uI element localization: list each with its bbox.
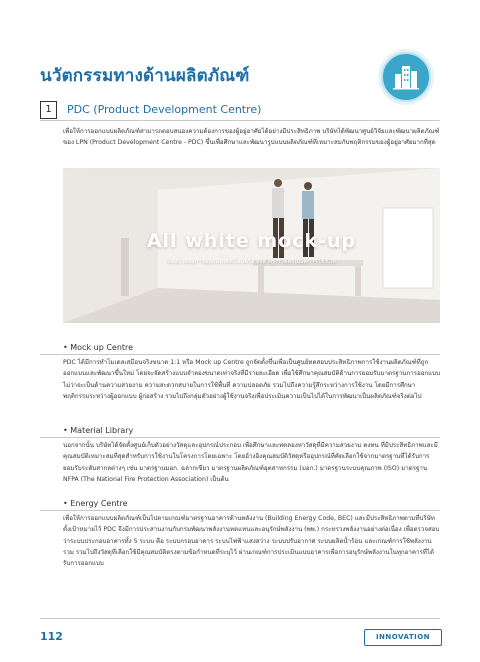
city-buildings-icon <box>381 52 431 102</box>
mockup-heading: • Mock up Centre <box>63 343 134 352</box>
material-heading: • Material Library <box>63 426 134 435</box>
energy-paragraph: เพื่อให้การออกแบบผลิตภัณฑ์เป็นไปตามเกณฑ์มาตรฐานอาคารด้านพลังงาน (Building Energy Code, BEC) และมีประสิทธิภาพตามที่บริษัทตั้งเป้าหมายไว้ PDC จึงมีการประสานงานกับกรมพัฒนาพลังงานทดแทนและอนุรักษ์พลังงาน (พพ.) กระทรวงพลังงานอย่างต่อเนื่อง เพื่อตรวจสอบว่าระบบประกอบอาคารทั้ง 5 ระบบ คือ ระบบกรอบอาคาร ระบบไฟฟ้าแสงสว่าง ระบบปรับอากาศ ระบบผลิตน้ำร้อน และเกณฑ์การใช้พลังงานรวม รวมไปถึงวัสดุที่เลือกใช้มีคุณสมบัติตรงตามข้อกำหนดที่ระบุไว้ ผ่านเกณฑ์การประเมินแบบอาคารเพื่อการอนุรักษ์พลังงานในทุกอาคารที่ได้รับการออกแบบ <box>63 515 440 568</box>
mockup-paragraph: PDC ได้มีการทำโมเดลเสมือนจริงขนาด 1:1 หรือ Mock up Centre ถูกจัดตั้งขึ้นเพื่อเป็นศูนย์ทดสอบประสิทธิภาพการใช้งานผลิตภัณฑ์ที่ถูกออกแบบและพัฒนาขึ้นใหม่ โดยจะจัดสร้างแบบจำลองขนาดเท่าจริงที่มีรายละเอียด เพื่อใช้ศึกษาคุณสมบัติด้านการยอมรับมาตรฐานการออกแบบ ไม่ว่าจะเป็นด้านความสวยงาม ความสะดวกสบายในการใช้พื้นที่ ความปลอดภัย รวมไปถึงความรู้สึกระหว่างการใช้งาน โดยมีการศึกษาพฤติกรรมระหว่างผู้ออกแบบ ผู้ก่อสร้าง รวมไปถึงกลุ่มตัวอย่างผู้ใช้งานจริงเพื่อประเมินความเป็นไปได้ในการพัฒนาเป็นผลิตภัณฑ์จริงต่อไป <box>63 359 441 400</box>
divider <box>40 510 440 511</box>
hero-subcaption: ห้องจำลองการออกแบบเสมือนจริง ลงตัวทุกรายละเอียดการใช้ชีวิต <box>166 258 337 265</box>
section-title: PDC (Product Development Centre) <box>67 103 262 116</box>
hero-caption: All white mock-up <box>146 230 357 252</box>
material-paragraph: นอกจากนั้น บริษัทได้จัดตั้งศูนย์เก็บตัวอย่างวัสดุและอุปกรณ์ประกอบ เพื่อศึกษาและทดลองหาวัสดุที่มีความสวยงาม คงทน ที่มีประสิทธิภาพและมีคุณสมบัติเหมาะสมที่สุดสำหรับการใช้งานในโครงการโดยเฉพาะ โดยอ้างอิงคุณสมบัติวัสดุหรืออุปกรณ์ที่คัดเลือกใช้จากมาตรฐานที่ได้รับการยอมรับระดับสากลต่างๆ เช่น มาตรฐานมอก. ฉลากเขียว มาตรฐานผลิตภัณฑ์อุตสาหกรรม (มอก.) มาตรฐานระบบคุณภาพ (ISO) มาตรฐาน NFPA (The National Fire Protection Association) เป็นต้น <box>63 442 438 483</box>
divider <box>40 354 440 355</box>
energy-heading: • Energy Centre <box>63 499 128 508</box>
intro-paragraph: เพื่อให้การออกแบบผลิตภัณฑ์สามารถตอบสนองความต้องการของผู้อยู่อาศัยได้อย่างมีประสิทธิภาพ บริษัทได้พัฒนาศูนย์วิจัยและพัฒนาผลิตภัณฑ์ของ LPN (Product Development Centre - PDC) ขึ้นเพื่อศึกษาและพัฒนารูปแบบผลิตภัณฑ์ที่เหมาะสมกับพฤติกรรมของผู้อยู่อาศัยมากที่สุด <box>63 128 440 147</box>
section-divider <box>40 120 440 121</box>
footer-divider <box>40 618 440 619</box>
section-tag: INNOVATION <box>364 629 442 646</box>
page-number: 112 <box>40 630 63 643</box>
section-number: 1 <box>40 101 57 119</box>
page-title: นวัตกรรมทางด้านผลิตภัณฑ์ <box>40 66 250 86</box>
mock-up-photo <box>63 168 440 323</box>
divider <box>40 437 440 438</box>
